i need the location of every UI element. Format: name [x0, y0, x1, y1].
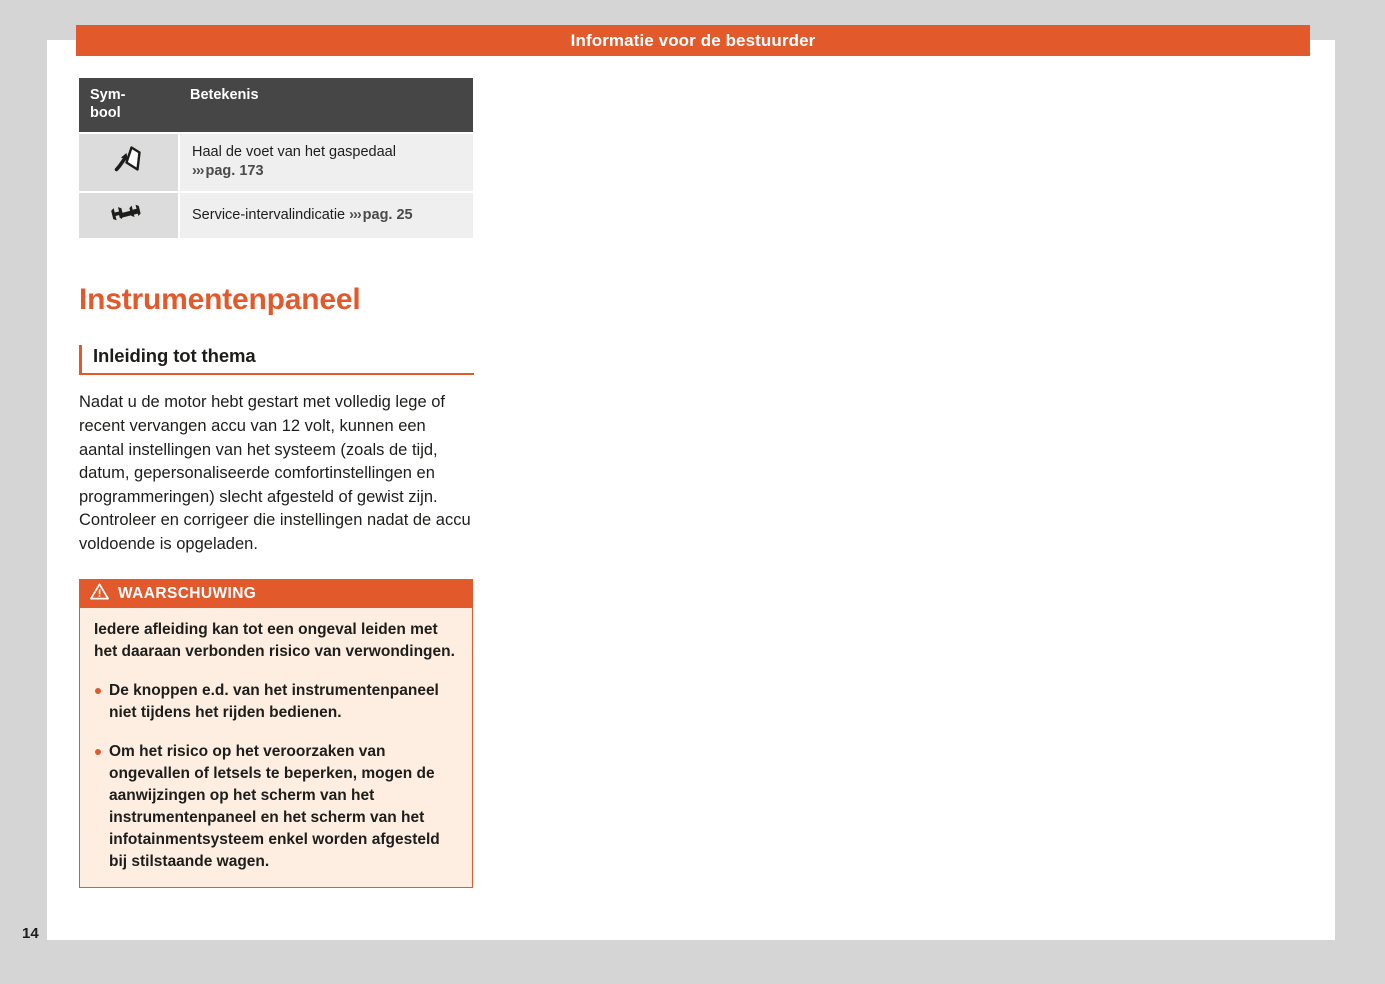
column-header-meaning: Betekenis [179, 78, 473, 133]
warning-box-header [80, 580, 472, 608]
warning-triangle-icon [90, 583, 109, 605]
meaning-text: Service-intervalindicatie [192, 206, 346, 223]
symbol-cell [79, 192, 179, 238]
symbol-cell [79, 133, 179, 192]
column-header-symbol [79, 78, 179, 133]
meaning-cell [179, 133, 473, 192]
bullet-dot-icon [95, 688, 101, 694]
table-row [79, 192, 473, 238]
table-row [79, 133, 473, 192]
page-reference[interactable] [192, 163, 264, 179]
warning-box [79, 579, 473, 888]
column-header-symbol-line2: bool [90, 104, 121, 121]
page-reference-label: pag. 173 [205, 163, 264, 180]
page-reference-label: pag. 25 [362, 206, 413, 223]
column-header-symbol-line1: Sym- [90, 87, 126, 103]
meaning-cell [179, 192, 473, 238]
symbol-meaning-table [79, 78, 473, 238]
warning-box-body [80, 608, 472, 887]
content-column [79, 78, 474, 888]
warning-bullet-text: De knoppen e.d. van het instrumentenpaneel niet tijdens het rijden bedienen. [109, 681, 439, 721]
subsection-heading [79, 345, 474, 375]
page-sheet [47, 40, 1335, 940]
bullet-dot-icon [95, 749, 101, 755]
warning-lead-text: Iedere afleiding kan tot een ongeval leiden met het daaraan verbonden risico van verwondingen. [94, 620, 455, 660]
warning-bullet-item [94, 741, 458, 873]
chapter-title: Instrumentenpaneel [79, 283, 361, 317]
warning-label: WAARSCHUWING [118, 584, 257, 602]
warning-bullet-item [94, 680, 458, 724]
page-number: 14 [22, 925, 39, 942]
foot-off-accelerator-icon [106, 140, 152, 180]
chevron-right-icon: ››› [192, 163, 204, 180]
meaning-text: Haal de voet van het gaspedaal [192, 143, 396, 160]
intro-paragraph: Nadat u de motor hebt gestart met volledig lege of recent vervangen accu van 12 volt, kunnen een aantal instellingen van het systeem (zoals de tijd, datum, gepersonaliseerde comfortinstellingen en programmeringen) slecht afgesteld of gewist zijn. Controleer en corrigeer die instellingen nadat de accu voldoende is opgeladen. [79, 393, 471, 553]
table-header-row [79, 78, 473, 133]
chevron-right-icon: ››› [349, 206, 361, 223]
subsection-title: Inleiding tot thema [93, 345, 256, 367]
page-reference[interactable] [349, 207, 412, 223]
running-header-banner [76, 25, 1310, 56]
wrench-icon [106, 193, 152, 233]
running-header-title: Informatie voor de bestuurder [570, 30, 816, 50]
warning-bullet-text: Om het risico op het veroorzaken van ongevallen of letsels te beperken, mogen de aanwijzingen op het scherm van het instrumentenpaneel en het scherm van het infotainmentsysteem enkel worden afgesteld bij stilstaande wagen. [109, 742, 440, 870]
